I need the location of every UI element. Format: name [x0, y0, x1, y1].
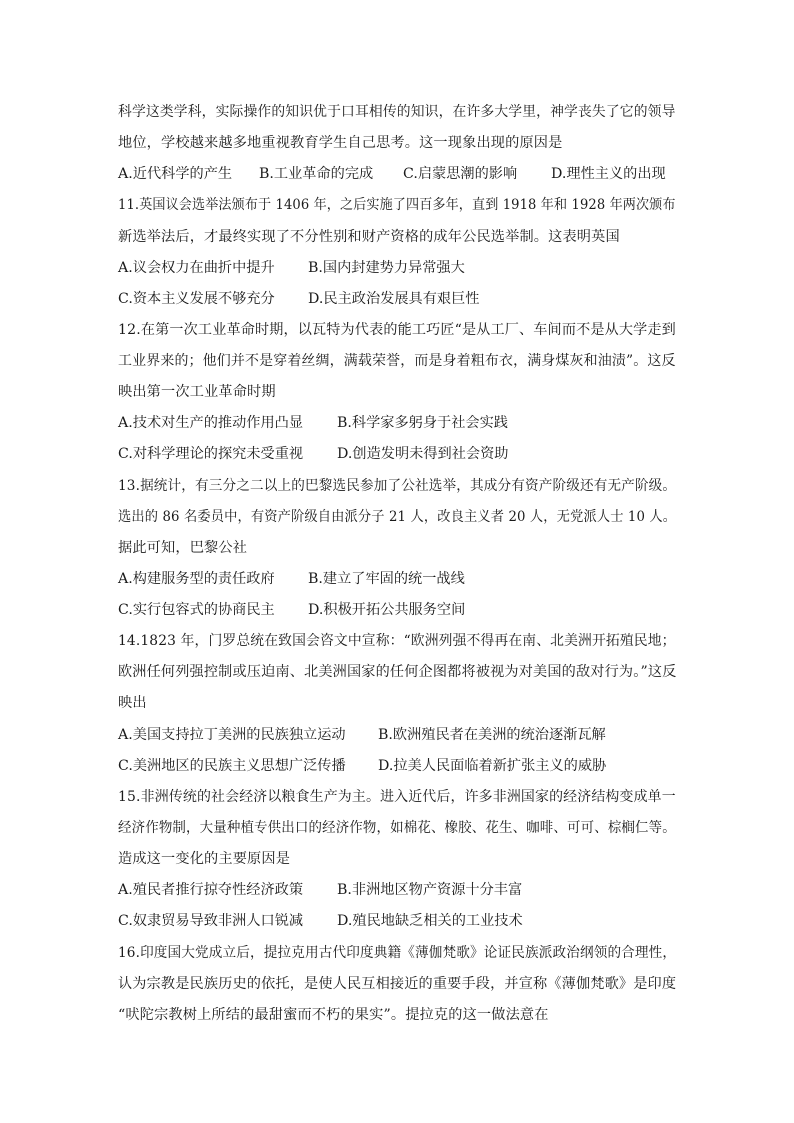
- q11-option-a: A.议会权力在曲折中提升: [118, 260, 275, 276]
- q15-option-a: A.殖民者推行掠夺性经济政策: [118, 882, 304, 898]
- q12-option-a: A.技术对生产的推动作用凸显: [118, 415, 304, 431]
- q11-option-d: D.民主政治发展具有艰巨性: [308, 291, 480, 307]
- q11-stem-line-2: 新选举法后，才最终实现了不分性别和财产资格的成年公民选举制。这表明英国: [118, 229, 620, 245]
- q10-stem-line-2: 地位，学校越来越多地重视教育学生自己思考。这一现象出现的原因是: [118, 135, 563, 151]
- q12-option-d: D.创造发明未得到社会资助: [337, 446, 509, 462]
- q13-stem-line-2: 选出的 86 名委员中，有资产阶级自由派分子 21 人，改良主义者 20 人，无党派人士 10 人。: [118, 509, 677, 525]
- q15-stem-line-3: 造成这一变化的主要原因是: [118, 851, 291, 867]
- q15-option-b: B.非洲地区物产资源十分丰富: [337, 882, 523, 898]
- q10-stem-line-1: 科学这类学科，实际操作的知识优于口耳相传的知识，在许多大学里，神学丧失了它的领导: [118, 104, 676, 120]
- q12-stem-line-2: 工业界来的；他们并不是穿着丝绸，满载荣誉，而是身着粗布衣，满身煤灰和油渍”。这反: [118, 353, 676, 369]
- q14-stem-line-3: 映出: [118, 695, 147, 711]
- q12-stem-line-1: 12.在第一次工业革命时期，以瓦特为代表的能工巧匠“是从工厂、车间而不是从大学走到: [118, 322, 676, 338]
- q15-option-d: D.殖民地缺乏相关的工业技术: [337, 913, 523, 929]
- q13-option-d: D.积极开拓公共服务空间: [308, 602, 466, 618]
- q13-option-b: B.建立了牢固的统一战线: [308, 571, 465, 587]
- q15-stem-line-2: 经济作物制，大量种植专供出口的经济作物，如棉花、橡胶、花生、咖啡、可可、棕榈仁等。: [118, 820, 676, 836]
- q10-option-c: C.启蒙思潮的影响: [403, 166, 518, 182]
- q15-stem-line-1: 15.非洲传统的社会经济以粮食生产为主。进入近代后，许多非洲国家的经济结构变成单一: [118, 789, 676, 805]
- q11-stem-line-1: 11.英国议会选举法颁布于 1406 年，之后实施了四百多年，直到 1918 年和 1928 年两次颁布: [118, 197, 676, 213]
- q14-option-a: A.美国支持拉丁美洲的民族独立运动: [118, 727, 346, 743]
- q14-option-c: C.美洲地区的民族主义思想广泛传播: [118, 758, 346, 774]
- q13-stem-line-1: 13.据统计，有三分之二以上的巴黎选民参加了公社选举，其成分有资产阶级还有无产阶级。: [118, 478, 677, 494]
- q11-option-b: B.国内封建势力异常强大: [308, 260, 465, 276]
- q16-stem-line-1: 16.印度国大党成立后，提拉克用古代印度典籍《薄伽梵歌》论证民族派政治纲领的合理性，: [118, 945, 677, 961]
- q15-option-c: C.奴隶贸易导致非洲人口锐减: [118, 913, 304, 929]
- q14-stem-line-1: 14.1823 年，门罗总统在致国会咨文中宣称：“欧洲列强不得再在南、北美洲开拓殖民地；: [118, 633, 676, 649]
- q10-option-d: D.理性主义的出现: [551, 166, 666, 182]
- q13-stem-line-3: 据此可知，巴黎公社: [118, 540, 248, 556]
- q14-stem-line-2: 欧洲任何列强控制或压迫南、北美洲国家的任何企图都将被视为对美国的敌对行为。”这反: [118, 664, 677, 680]
- q12-stem-line-3: 映出第一次工业革命时期: [118, 384, 276, 400]
- q13-option-c: C.实行包容式的协商民主: [118, 602, 275, 618]
- q10-option-a: A.近代科学的产生: [118, 166, 233, 182]
- q13-option-a: A.构建服务型的责任政府: [118, 571, 275, 587]
- q10-option-b: B.工业革命的完成: [259, 166, 374, 182]
- q16-stem-line-3: “吠陀宗教树上所结的最甜蜜而不朽的果实”。提拉克的这一做法意在: [118, 1007, 549, 1023]
- q12-option-b: B.科学家多躬身于社会实践: [337, 415, 508, 431]
- q12-option-c: C.对科学理论的探究未受重视: [118, 446, 304, 462]
- q14-option-d: D.拉美人民面临着新扩张主义的威胁: [378, 758, 607, 774]
- q11-option-c: C.资本主义发展不够充分: [118, 291, 275, 307]
- q16-stem-line-2: 认为宗教是民族历史的依托，是使人民互相接近的重要手段，并宣称《薄伽梵歌》是印度: [118, 976, 677, 992]
- q14-option-b: B.欧洲殖民者在美洲的统治逐渐瓦解: [378, 727, 606, 743]
